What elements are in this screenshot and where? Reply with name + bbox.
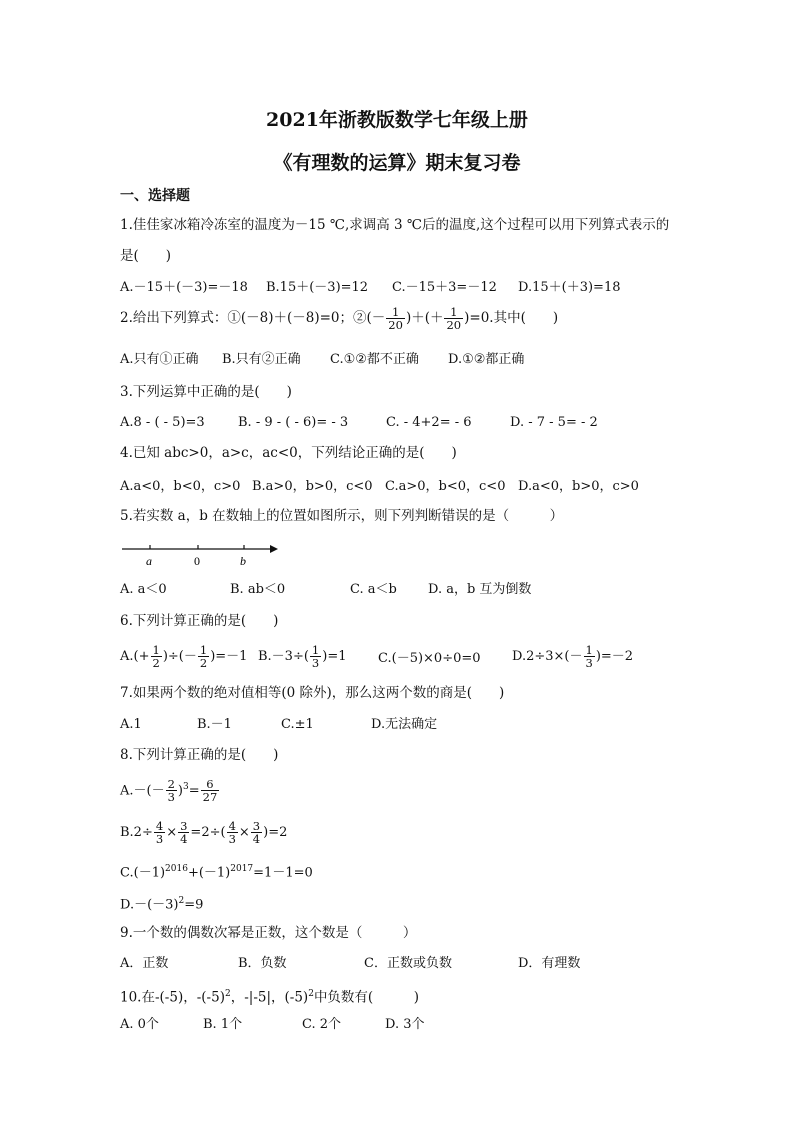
q6-option-c: C.(－5)×0÷0=0 (378, 651, 481, 666)
fraction: $\frac{1}{20}$ (388, 305, 403, 332)
q1-option-a: A.－15＋(－3)=－18 (120, 280, 248, 295)
q9-option-b: B．负数 (238, 956, 287, 971)
q5-option-c: C. a＜b (350, 582, 397, 597)
q5-option-a: A. a＜0 (120, 582, 167, 597)
q9-option-a: A．正数 (120, 956, 169, 971)
q5-option-b: B. ab＜0 (230, 582, 286, 597)
q9-option-c: C．正数或负数 (364, 956, 452, 971)
q6-option-d: D.2÷3×(－ $\frac{1}{3}$ )=－2 (512, 643, 634, 670)
q1-option-d: D.15＋(＋3)=18 (518, 280, 621, 295)
q10-option-a: A. 0个 (120, 1017, 159, 1032)
q10-option-d: D. 3个 (385, 1017, 425, 1032)
fraction: $\frac{1}{20}$ (446, 305, 462, 332)
q2-option-a: A.只有①正确 (120, 352, 199, 367)
fraction: $\frac{1}{3}$ (311, 643, 320, 670)
q5-option-d: D. a，b 互为倒数 (428, 582, 532, 597)
fraction: $\frac{1}{2}$ (152, 643, 160, 670)
arrow-right-icon (270, 545, 278, 553)
question-1-stem-cont: 是( ) (120, 248, 172, 264)
page-subtitle: 《有理数的运算》期末复习卷 (273, 152, 521, 174)
q10-option-b: B. 1个 (203, 1017, 243, 1032)
label-b: b (240, 554, 246, 568)
fraction: $\frac{3}{4}$ (180, 819, 188, 846)
q1-option-b: B.15＋(－3)=12 (266, 280, 369, 295)
page-title: 2021年浙教版数学七年级上册 (266, 109, 528, 131)
q8-option-c: $C.(-1)^{2016}+(-1)^{2017}=1-1=0$ (120, 864, 313, 881)
question-5-stem: 5.若实数 a，b 在数轴上的位置如图所示，则下列判断错误的是（ ） (120, 508, 564, 524)
q8-option-b: B.2÷ $\frac{4}{3}$ × $\frac{3}{4}$ =2÷( $\frac{4}{3}$ × $\frac{3}{4}$ )=2 (120, 819, 288, 846)
q2-option-b: B.只有②正确 (222, 352, 301, 367)
q6-option-a: A.(+ $\frac{1}{2}$ )÷(－ $\frac{1}{2}$ )=－1 (120, 643, 248, 670)
q2-option-d: D.①②都正确 (448, 352, 525, 367)
fraction: $\frac{3}{4}$ (252, 819, 261, 846)
question-7-stem: 7.如果两个数的绝对值相等(0 除外)，那么这两个数的商是( ) (120, 685, 505, 701)
q1-option-c: C.－15＋3=－12 (392, 280, 497, 295)
q4-option-b: B.a>0，b>0，c<0 (252, 479, 373, 494)
question-9-stem: 9.一个数的偶数次幂是正数，这个数是（ ） (120, 925, 417, 941)
q3-option-d: D. - 7 - 5= - 2 (510, 415, 598, 430)
label-zero: 0 (194, 554, 200, 568)
question-2-stem: 2.给出下列算式：①(－8)＋(－8)=0；②(－ $\frac{1}{20}$ )＋(＋ $\frac{1}{20}$ )=0.其中( ) (120, 305, 559, 332)
q4-option-d: D.a<0，b>0，c>0 (518, 479, 639, 494)
section-heading: 一、选择题 (120, 188, 190, 204)
q7-option-d: D.无法确定 (371, 717, 438, 732)
fraction: $\frac{1}{3}$ (585, 643, 593, 670)
fraction: $\frac{2}{3}$ (167, 777, 175, 805)
q8-option-a: A.－(－ $\frac{2}{3}$ )$^3$= $\frac{6}{27}$ (120, 777, 218, 805)
question-6-stem: 6.下列计算正确的是( ) (120, 613, 279, 629)
fraction: $\frac{4}{3}$ (155, 819, 164, 846)
question-1-stem: 1.佳佳家冰箱冷冻室的温度为－15 ℃,求调高 3 ℃后的温度,这个过程可以用下列算式表示的 (120, 217, 670, 233)
q9-option-d: D．有理数 (518, 956, 581, 971)
q4-option-a: A.a<0，b<0，c>0 (120, 479, 241, 494)
q8-option-d: $D.-(-3)^2=9$ (120, 896, 204, 913)
label-a: a (146, 554, 152, 568)
fraction: $\frac{4}{3}$ (228, 819, 236, 846)
fraction: $\frac{1}{2}$ (199, 643, 208, 670)
q3-option-a: A.8 - ( - 5)=3 (120, 415, 205, 430)
question-8-stem: 8.下列计算正确的是( ) (120, 747, 279, 763)
fraction: $\frac{6}{27}$ (202, 777, 218, 805)
question-3-stem: 3.下列运算中正确的是( ) (120, 384, 292, 400)
q3-option-b: B. - 9 - ( - 6)= - 3 (238, 415, 349, 430)
question-4-stem: 4.已知 abc>0，a>c，ac<0，下列结论正确的是( ) (120, 445, 457, 461)
q10-option-c: C. 2个 (302, 1017, 342, 1032)
q2-option-c: C.①②都不正确 (330, 352, 419, 367)
question-10-stem: 10.在-(-5)，$-(-5)^2$，-|-5|，$(-5)^2$中负数有( ) (120, 989, 419, 1006)
q3-option-c: C. - 4+2= - 6 (386, 415, 472, 430)
q7-option-a: A.1 (120, 717, 142, 732)
q7-option-b: B.－1 (197, 717, 232, 732)
q7-option-c: C.±1 (281, 717, 314, 732)
number-line-figure (120, 537, 280, 571)
q6-option-b: B.－3÷( $\frac{1}{3}$ )=1 (258, 643, 347, 670)
q4-option-c: C.a>0，b<0，c<0 (385, 479, 506, 494)
